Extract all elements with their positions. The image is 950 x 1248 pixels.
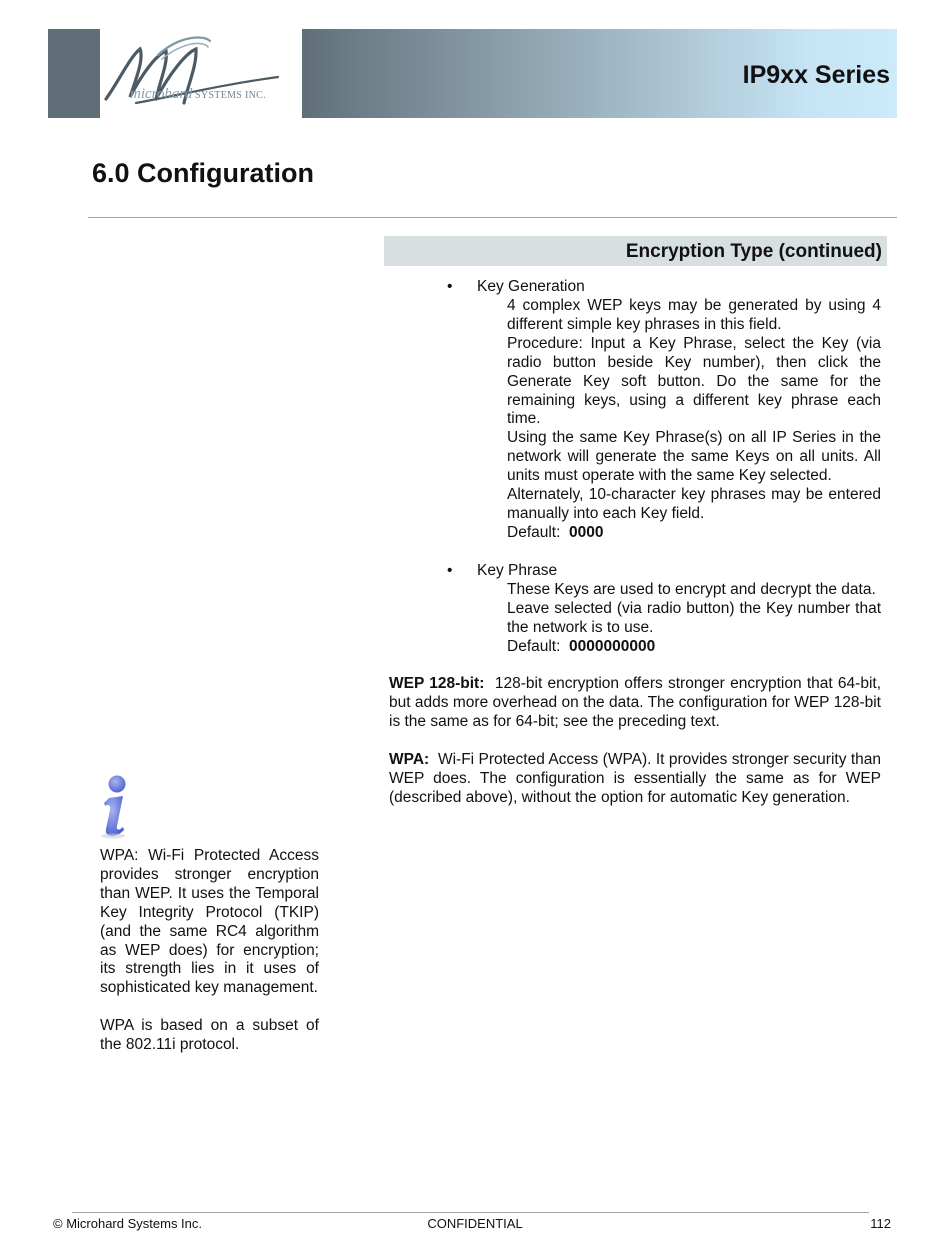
side-note xyxy=(100,847,319,1055)
bullet-dot: • xyxy=(447,278,453,295)
logo-wordmark xyxy=(130,86,266,103)
bullet-body xyxy=(507,278,881,543)
logo-suffix: SYSTEMS INC. xyxy=(195,90,266,101)
footer-copyright: © Microhard Systems Inc. xyxy=(53,1216,203,1231)
info-icon xyxy=(95,774,131,845)
side-note-para: WPA is based on a subset of the 802.11i protocol. xyxy=(100,1017,319,1054)
footer-page-number: 112 xyxy=(870,1216,891,1231)
title-divider xyxy=(88,217,897,218)
wep128-paragraph xyxy=(389,675,881,732)
wpa-paragraph xyxy=(389,751,881,808)
bullet-line: Procedure: Input a Key Phrase, select the Key (via radio button beside Key number), then click the Generate Key soft button. Do the same for the remaining keys, using a different key phrase each time. xyxy=(507,334,881,428)
default-label: Default: xyxy=(507,523,561,541)
bullet-title: Key Generation xyxy=(477,278,585,295)
bullet-title: Key Phrase xyxy=(477,561,558,579)
bullet-dot: • xyxy=(447,561,453,579)
bullet-line: Alternately, 10-character key phrases may be entered manually into each Key field. xyxy=(507,486,881,522)
default-line xyxy=(507,638,881,657)
side-note-para: WPA: Wi-Fi Protected Access provides stronger encryption than WEP. It uses the Temporal Key Integrity Protocol (TKIP) (and the same RC4 algorithm as WEP does) for encryption; its strength lies in it uses of sophisticated key management. xyxy=(100,847,319,997)
logo-word: microhard xyxy=(130,86,193,102)
section-heading-bar xyxy=(384,236,887,266)
bullet-line: Using the same Key Phrase(s) on all IP Series in the network will generate the same Keys on all units. All units must operate with the same Key selected. xyxy=(507,429,881,485)
default-line xyxy=(507,524,881,543)
bullet-key-phrase xyxy=(389,562,881,657)
header-banner xyxy=(48,29,897,118)
bullet-line: These Keys are used to encrypt and decrypt the data. xyxy=(507,580,876,598)
footer-confidential: CONFIDENTIAL xyxy=(427,1216,523,1231)
banner-left-block xyxy=(48,29,100,118)
bullet-line: Leave selected (via radio button) the Key number that the network is to use. xyxy=(507,599,881,636)
company-logo xyxy=(100,29,302,118)
wpa-label: WPA: xyxy=(389,751,430,769)
default-value: 0000000000 xyxy=(569,637,656,655)
wpa-text: Wi-Fi Protected Access (WPA). It provides stronger security than WEP does. The configuration is essentially the same as for WEP (described above), without the option for automatic Key generation. xyxy=(389,751,881,806)
microhard-m-logo-icon xyxy=(100,29,302,118)
series-title: IP9xx Series xyxy=(742,61,890,89)
default-value: 0000 xyxy=(569,523,604,541)
footer-divider xyxy=(72,1212,869,1213)
wep128-label: WEP 128-bit: xyxy=(389,675,485,693)
bullet-line: 4 complex WEP keys may be generated by using 4 different simple key phrases in this field. xyxy=(507,297,881,333)
page-title: 6.0 Configuration xyxy=(92,158,314,188)
bullet-body xyxy=(507,562,881,657)
default-label: Default: xyxy=(507,637,561,655)
wep128-text: 128-bit encryption offers stronger encryption that 64-bit, but adds more overhead on the data. The configuration for WEP 128-bit is the same as for 64-bit; see the preceding text. xyxy=(389,675,881,731)
section-heading: Encryption Type (continued) xyxy=(625,241,882,262)
bullet-key-generation xyxy=(389,278,881,543)
main-content xyxy=(389,278,881,808)
